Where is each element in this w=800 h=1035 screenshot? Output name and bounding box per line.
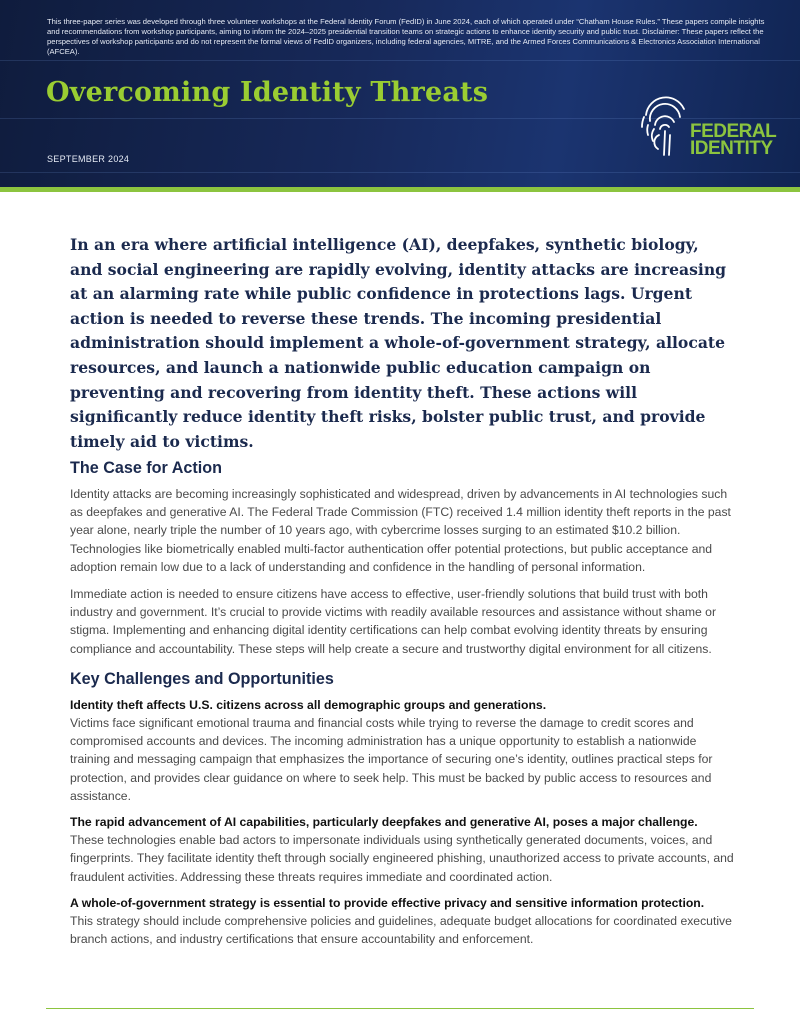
header-banner bbox=[0, 0, 800, 187]
fingerprint-icon bbox=[636, 95, 696, 161]
challenge-text: Victims face significant emotional trauma and financial costs while trying to reverse the damage to credit scores and compromised accounts and devices. The incoming administration has a unique opportunity to establish a nationwide training and messaging campaign that emphasizes the importance of securing one’s identity, outlines practical steps for protection, and provides clear guidance on where to seek help. This must be backed by public access to resources and assistance. bbox=[70, 716, 713, 803]
challenge-text: These technologies enable bad actors to impersonate individuals using synthetically generated documents, voices, and fingerprints. They facilitate identity theft through socially engineered phishing, unauthorized access to private accounts, and fraudulent activities. Addressing these threats requires immediate and coordinated action. bbox=[70, 833, 734, 884]
body-paragraph: Identity attacks are becoming increasingly sophisticated and widespread, driven by advancements in AI technologies such as deepfakes and generative AI. The Federal Trade Commission (FTC) received 1.4 million identity theft reports in the past year alone, nearly triple the number of 10 years ago, with cybercrime losses surging to an estimated $10.2 billion. Technologies like biometrically enabled multi-factor authentication offer potential protections, but public acceptance and adoption remain low due to a lack of understanding and confidence in the handling of personal information. bbox=[70, 487, 731, 574]
logo-line-federal: FEDERAL bbox=[690, 121, 777, 142]
challenge-item bbox=[70, 813, 735, 886]
publication-date: SEPTEMBER 2024 bbox=[47, 154, 130, 164]
main-content bbox=[70, 458, 735, 948]
section-heading-key-challenges: Key Challenges and Opportunities bbox=[70, 668, 334, 688]
federal-identity-logo bbox=[636, 95, 776, 163]
decorative-streak bbox=[0, 60, 800, 61]
footer-divider bbox=[46, 1008, 754, 1009]
challenge-item bbox=[70, 894, 735, 949]
section-heading-case-for-action: The Case for Action bbox=[70, 458, 222, 477]
challenge-lead: A whole-of-government strategy is essential to provide effective privacy and sensitive information protection. bbox=[70, 895, 705, 910]
header-accent-bar bbox=[0, 187, 800, 192]
challenge-item bbox=[70, 696, 735, 805]
page-title: Overcoming Identity Threats bbox=[46, 77, 489, 108]
disclaimer-text: This three-paper series was developed through three volunteer workshops at the Federal Identity Forum (FedID) in June 2024, each of which operated under “Chatham House Rules.” These papers compile insights and recommendations from workshop participants, aiming to inform the 2024–2025 presidential transition teams on strategic actions to enhance identity security and public trust. Disclaimer: These papers reflect the perspectives of workshop participants and do not represent the formal views of FedID organizers, including federal agencies, MITRE, and the Armed Forces Communications & Electronics Association International (AFCEA). bbox=[47, 17, 765, 56]
logo-line-identity: IDENTITY bbox=[690, 138, 773, 159]
intro-summary: In an era where artificial intelligence (AI), deepfakes, synthetic biology, and social engineering are rapidly evolving, identity attacks are increasing at an alarming rate while public confidence in protections lags. Urgent action is needed to reverse these trends. The incoming presidential administration should implement a whole-of-government strategy, allocate resources, and launch a nationwide public education campaign on preventing and recovering from identity theft. These actions will significantly reduce identity theft risks, bolster public trust, and provide timely aid to victims. bbox=[70, 235, 727, 451]
logo-wordmark bbox=[690, 123, 776, 157]
decorative-streak bbox=[0, 172, 800, 173]
challenge-lead: The rapid advancement of AI capabilities, particularly deepfakes and generative AI, poses a major challenge. bbox=[70, 815, 698, 830]
body-paragraph: Immediate action is needed to ensure citizens have access to effective, user-friendly solutions that build trust with both industry and government. It’s crucial to provide victims with readily available resources and assistance without shame or stigma. Implementing and enhancing digital identity certifications can help combat evolving identity threats by ensuring compliance and accountability. These steps will help create a secure and trustworthy digital environment for all citizens. bbox=[70, 587, 717, 656]
challenge-lead: Identity theft affects U.S. citizens across all demographic groups and generations. bbox=[70, 697, 547, 712]
challenge-text: This strategy should include comprehensive policies and guidelines, adequate budget allocations for coordinated executive branch actions, and industry certifications that ensure accountability and enforcement. bbox=[70, 914, 732, 947]
